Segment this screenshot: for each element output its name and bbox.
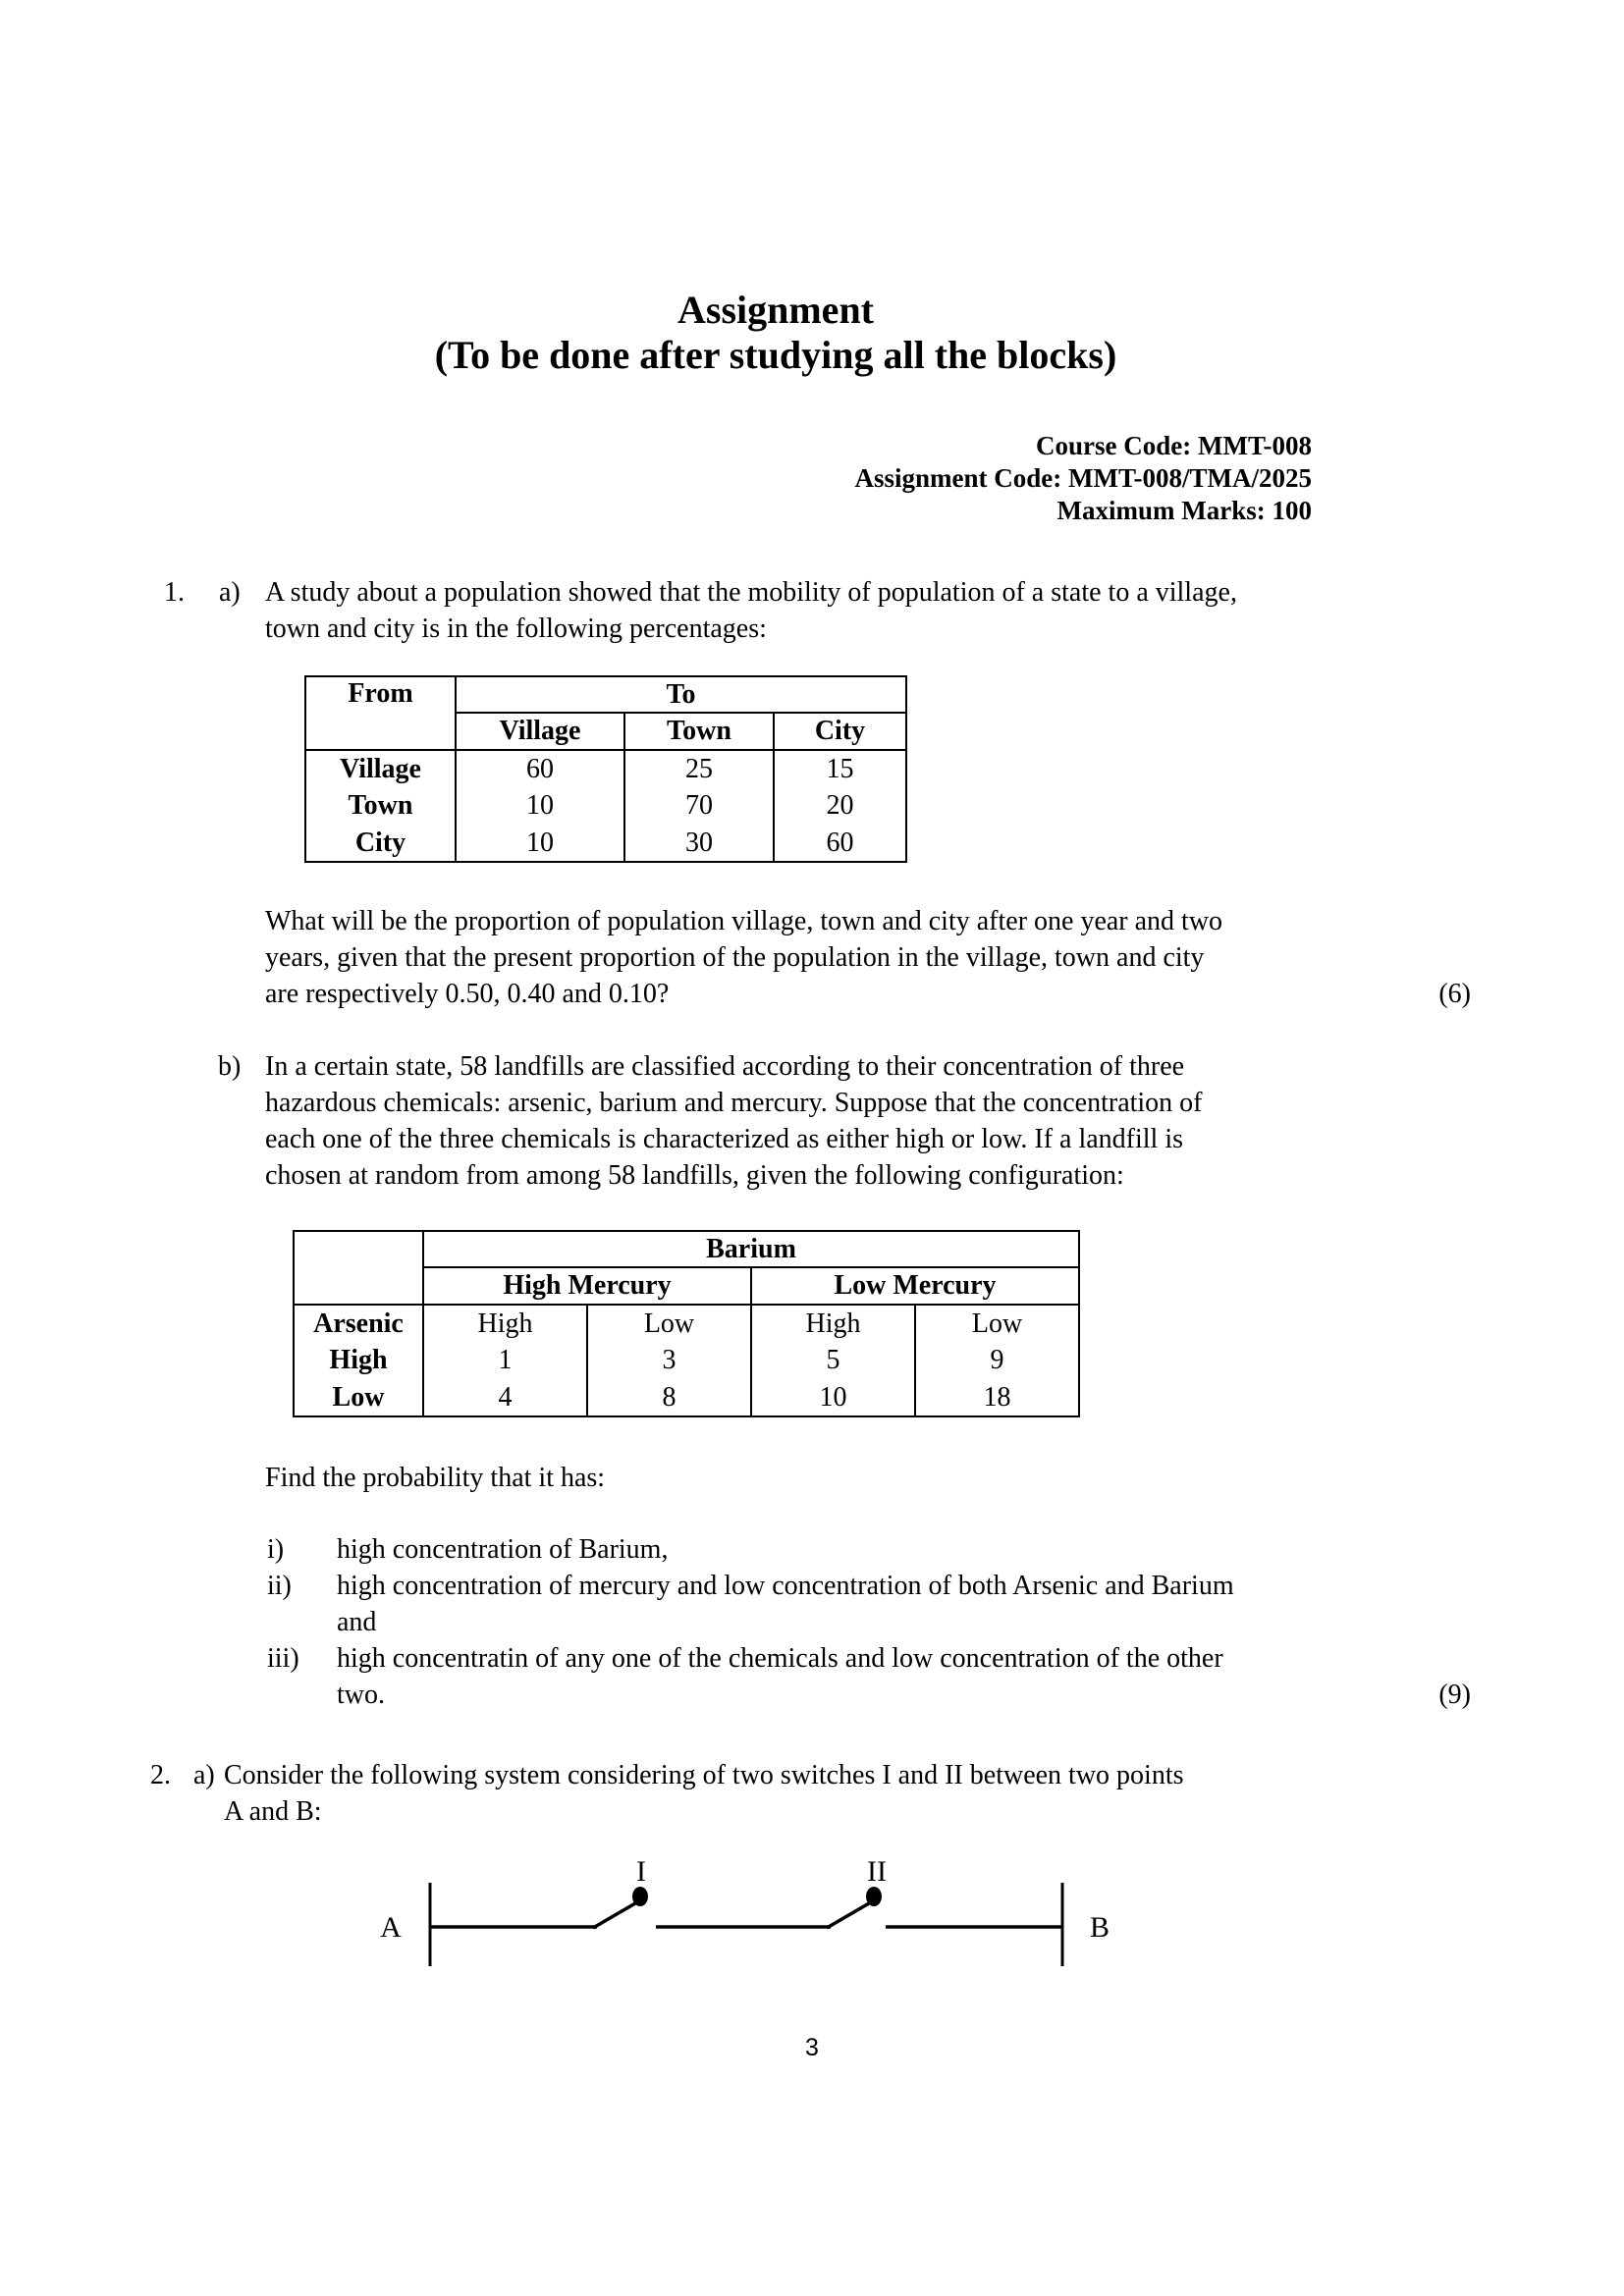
q1a-intro — [265, 574, 1429, 647]
row-label: City — [354, 827, 406, 858]
switch-contact-dot-2 — [866, 1887, 882, 1906]
list-item-numeral: i) — [267, 1534, 285, 1565]
page-subtitle: (To be done after studying all the blocks) — [434, 333, 1117, 377]
col-header-village: Village — [456, 713, 624, 750]
cell-value: 30 — [624, 825, 774, 862]
terminal-a-label: A — [380, 1911, 402, 1944]
q2a-intro — [224, 1757, 1427, 1830]
table-row — [294, 1379, 1079, 1416]
q1b-label: b) — [218, 1051, 242, 1082]
cell-value: 4 — [423, 1379, 587, 1416]
empty-corner-cell — [294, 1231, 423, 1305]
switch-contact-dot-1 — [632, 1887, 648, 1906]
col-label: Low — [587, 1305, 751, 1342]
list-item-numeral: iii) — [267, 1643, 299, 1674]
cell-value: 10 — [456, 787, 624, 825]
cell-value: 10 — [751, 1379, 915, 1416]
table-row — [305, 825, 906, 862]
q1a-question-line: What will be the proportion of population village, town and city after one year and two — [265, 906, 1223, 936]
cell-value: 18 — [915, 1379, 1079, 1416]
q1b-marks: (9) — [1438, 1680, 1471, 1710]
assignment-code-line: Assignment Code: MMT-008/TMA/2025 — [854, 463, 1312, 493]
row-label: High — [329, 1345, 388, 1375]
q2-number: 2. — [150, 1760, 171, 1790]
cell-value: 8 — [587, 1379, 751, 1416]
q1b-intro-line: chosen at random from among 58 landfills, given the following configuration: — [265, 1160, 1124, 1191]
course-code-line: Course Code: MMT-008 — [1036, 431, 1312, 460]
col-label: High — [423, 1305, 587, 1342]
col-header-city: City — [774, 713, 906, 750]
q1b-intro-line: hazardous chemicals: arsenic, barium and mercury. Suppose that the concentration of — [265, 1088, 1203, 1118]
col-label: High — [751, 1305, 915, 1342]
switch-i-label: I — [636, 1855, 646, 1888]
q1a-question-line: are respectively 0.50, 0.40 and 0.10? — [265, 979, 670, 1009]
cell-value: 70 — [624, 787, 774, 825]
title-block — [137, 288, 1414, 378]
switch-blade-1 — [593, 1903, 635, 1928]
switch-ii-label: II — [867, 1855, 887, 1888]
terminal-b-label: B — [1089, 1911, 1110, 1944]
cell-value: 15 — [774, 750, 906, 787]
q1b-intro-line: each one of the three chemicals is characterized as either high or low. If a landfill is — [265, 1124, 1183, 1154]
cell-value: 9 — [915, 1342, 1079, 1379]
switch-blade-2 — [827, 1903, 869, 1928]
list-item-text: high concentration of Barium, — [337, 1534, 669, 1565]
barium-header: Barium — [423, 1231, 1079, 1267]
q1a-intro-line: town and city is in the following percentages: — [265, 614, 767, 644]
from-header: From — [305, 676, 456, 750]
table-row — [305, 787, 906, 825]
table-row — [305, 750, 906, 787]
q1a-intro-line: A study about a population showed that the mobility of population of a state to a village, — [265, 577, 1237, 608]
cell-value: 3 — [587, 1342, 751, 1379]
page-number: 3 — [805, 2034, 819, 2061]
list-item-text-line: high concentration of mercury and low concentration of both Arsenic and Barium — [337, 1571, 1234, 1601]
cell-value: 60 — [774, 825, 906, 862]
low-mercury-header: Low Mercury — [751, 1267, 1079, 1305]
col-header-town: Town — [624, 713, 774, 750]
q1a-question — [265, 903, 1429, 1012]
page-title: Assignment — [677, 288, 875, 332]
to-header: To — [456, 676, 906, 713]
arsenic-header: Arsenic — [313, 1308, 404, 1339]
landfill-table — [293, 1230, 1080, 1417]
q1a-label: a) — [219, 577, 241, 608]
list-item-text — [337, 1640, 1427, 1713]
list-item-text-line: two. — [337, 1680, 385, 1710]
list-item-text-line: high concentratin of any one of the chemicals and low concentration of the other — [337, 1643, 1223, 1674]
q2a-label: a) — [193, 1760, 215, 1790]
q1b-intro — [265, 1048, 1429, 1194]
list-item-text-line: and — [337, 1607, 377, 1637]
q1b-intro-line: In a certain state, 58 landfills are classified according to their concentration of three — [265, 1051, 1185, 1082]
q1a-marks: (6) — [1438, 979, 1471, 1009]
cell-value: 1 — [423, 1342, 587, 1379]
row-label: Low — [332, 1381, 385, 1413]
circuit-diagram — [363, 1841, 1129, 1988]
cell-value: 20 — [774, 787, 906, 825]
cell-value: 10 — [456, 825, 624, 862]
find-probability-text: Find the probability that it has: — [265, 1463, 606, 1493]
cell-value: 5 — [751, 1342, 915, 1379]
table-row — [294, 1342, 1079, 1379]
mobility-table — [304, 675, 907, 863]
row-label: Town — [348, 790, 413, 821]
cell-value: 60 — [456, 750, 624, 787]
col-label: Low — [915, 1305, 1079, 1342]
row-label: Village — [340, 753, 421, 784]
list-item-text — [337, 1568, 1427, 1640]
q2a-intro-line: A and B: — [224, 1796, 322, 1827]
q1-number: 1. — [164, 577, 185, 608]
q1a-question-line: years, given that the present proportion of the population in the village, town and city — [265, 942, 1205, 973]
cell-value: 25 — [624, 750, 774, 787]
high-mercury-header: High Mercury — [423, 1267, 751, 1305]
list-item-numeral: ii) — [267, 1571, 292, 1601]
course-info-block — [855, 430, 1313, 527]
max-marks-line: Maximum Marks: 100 — [1056, 496, 1312, 525]
q2a-intro-line: Consider the following system considering of two switches I and II between two points — [224, 1760, 1184, 1790]
